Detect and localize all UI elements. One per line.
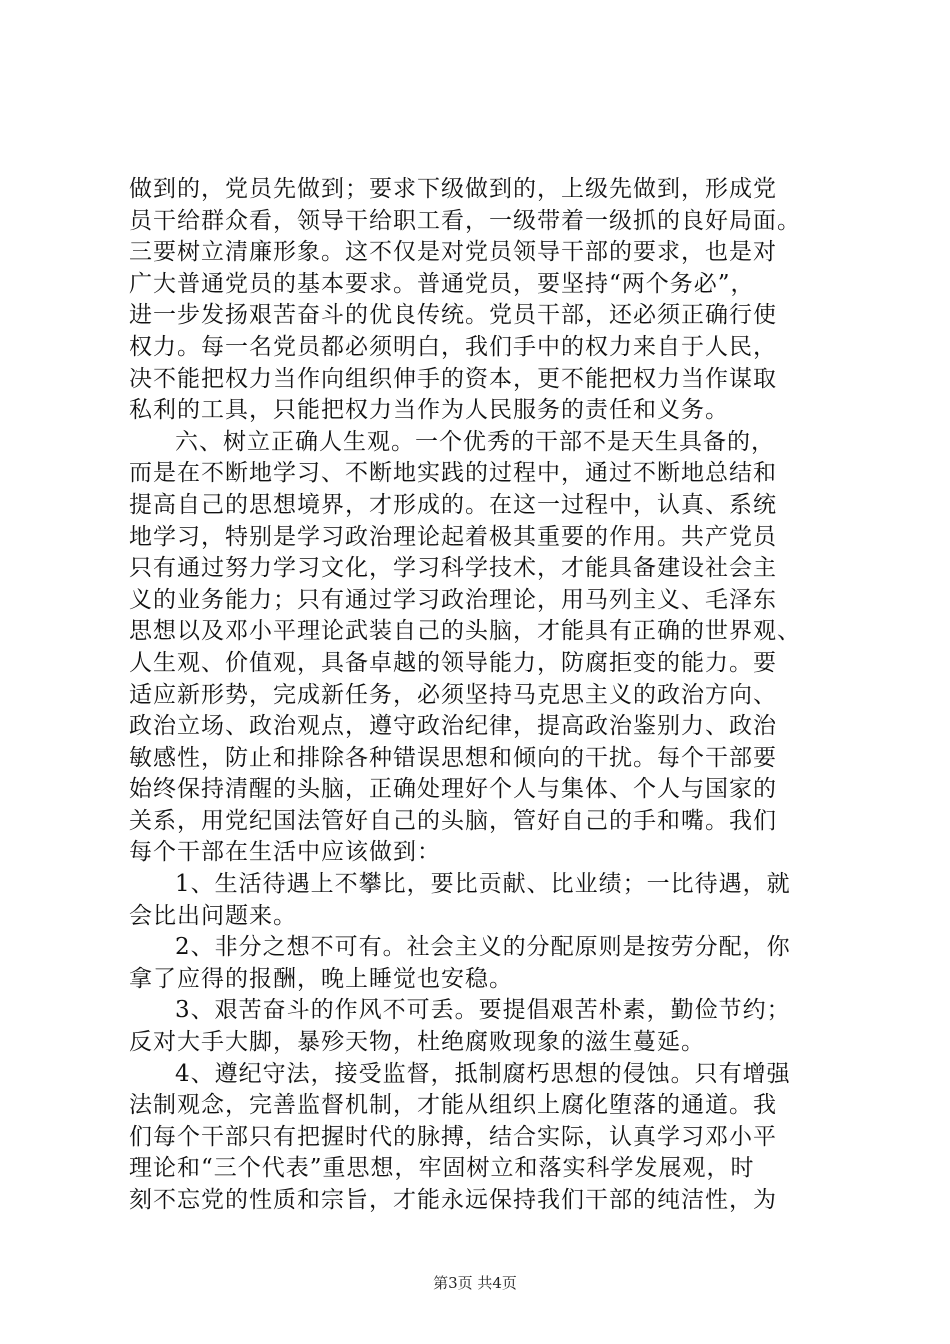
- text-line: 政治立场、政治观点，遵守政治纪律，提高政治鉴别力、政治: [129, 713, 777, 740]
- text-line: 会比出问题来。: [129, 902, 297, 929]
- text-line: 刻不忘党的性质和宗旨，才能永远保持我们干部的纯洁性，为: [129, 1187, 777, 1213]
- text-line: 员干给群众看，领导干给职工看，一级带着一级抓的良好局面。: [129, 207, 801, 234]
- text-line: 反对大手大脚，暴殄天物，杜绝腐败现象的滋生蔓延。: [129, 1029, 705, 1056]
- text-line: 私利的工具，只能把权力当作为人民服务的责任和义务。: [129, 397, 729, 424]
- text-line: 1、生活待遇上不攀比，要比贡献、比业绩；一比待遇，就: [175, 871, 791, 898]
- text-line: 每个干部在生活中应该做到：: [129, 839, 441, 866]
- text-line: 广大普通党员的基本要求。普通党员，要坚持“两个务必”，: [129, 270, 755, 297]
- text-line: 提高自己的思想境界，才形成的。在这一过程中，认真、系统: [129, 491, 777, 518]
- text-line: 决不能把权力当作向组织伸手的资本，更不能把权力当作谋取: [129, 365, 777, 392]
- text-line: 只有通过努力学习文化，学习科学技术，才能具备建设社会主: [129, 555, 777, 582]
- page-footer: 第3页 共4页: [433, 1274, 517, 1292]
- text-line: 法制观念，完善监督机制，才能从组织上腐化堕落的通道。我: [129, 1092, 777, 1119]
- text-line: 关系，用党纪国法管好自己的头脑，管好自己的手和嘴。我们: [129, 807, 777, 834]
- text-line: 地学习，特别是学习政治理论起着极其重要的作用。共产党员: [129, 523, 777, 550]
- text-line: 始终保持清醒的头脑，正确处理好个人与集体、个人与国家的: [129, 776, 777, 803]
- text-line: 3、艰苦奋斗的作风不可丢。要提倡艰苦朴素，勤俭节约；: [175, 997, 791, 1024]
- text-line: 2、非分之想不可有。社会主义的分配原则是按劳分配，你: [175, 934, 791, 961]
- document-body: [129, 174, 834, 1217]
- text-line: 三要树立清廉形象。这不仅是对党员领导干部的要求，也是对: [129, 239, 777, 266]
- text-line: 思想以及邓小平理论武装自己的头脑，才能具有正确的世界观、: [129, 618, 801, 645]
- text-line: 进一步发扬艰苦奋斗的优良传统。党员干部，还必须正确行使: [129, 302, 777, 329]
- text-line: 拿了应得的报酬，晚上睡觉也安稳。: [129, 965, 513, 992]
- text-line: 六、树立正确人生观。一个优秀的干部不是天生具备的，: [175, 428, 775, 455]
- text-line: 适应新形势，完成新任务，必须坚持马克思主义的政治方向、: [129, 681, 777, 708]
- text-line: 义的业务能力；只有通过学习政治理论，用马列主义、毛泽东: [129, 586, 777, 613]
- text-line: 敏感性，防止和排除各种错误思想和倾向的干扰。每个干部要: [129, 744, 777, 771]
- text-line: 理论和“三个代表”重思想，牢固树立和落实科学发展观，时: [129, 1155, 755, 1182]
- text-line: 权力。每一名党员都必须明白，我们手中的权力来自于人民，: [129, 333, 777, 360]
- text-line: 4、遵纪守法，接受监督，抵制腐朽思想的侵蚀。只有增强: [175, 1060, 791, 1087]
- text-line: 人生观、价值观，具备卓越的领导能力，防腐拒变的能力。要: [129, 649, 777, 676]
- text-line: 们每个干部只有把握时代的脉搏，结合实际，认真学习邓小平: [129, 1123, 777, 1150]
- text-line: 做到的，党员先做到；要求下级做到的，上级先做到，形成党: [129, 176, 777, 202]
- text-line: 而是在不断地学习、不断地实践的过程中，通过不断地总结和: [129, 460, 777, 487]
